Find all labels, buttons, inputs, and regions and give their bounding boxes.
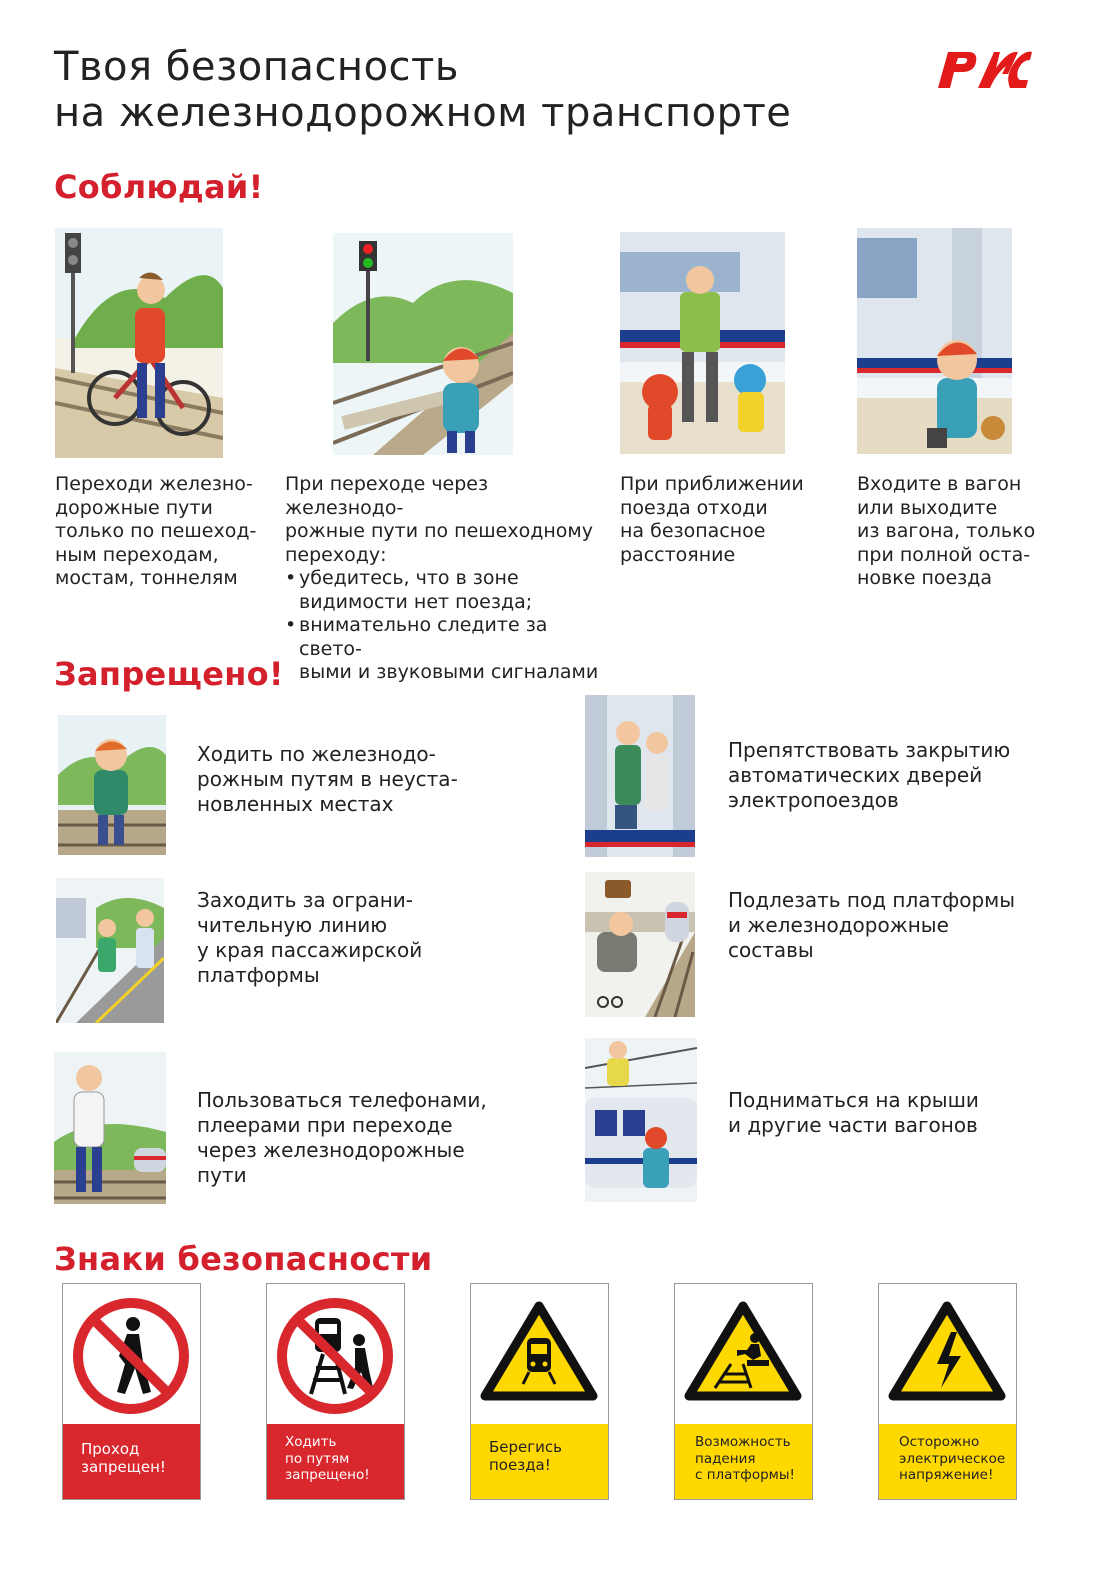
sign-caption-4: Возможность падения с платформы!	[675, 1424, 812, 1499]
page-title	[54, 44, 791, 136]
forbidden-text-3: Заходить за ограни- чительную линию у края пассажирской платформы	[197, 888, 423, 987]
sign-beware-train	[470, 1283, 609, 1500]
comply-text-2-bullet-1: • убедитесь, что в зоне видимости нет поезда;	[285, 567, 610, 614]
sign-no-walking-on-tracks	[266, 1283, 405, 1500]
illustration-walking-on-tracks	[58, 715, 166, 855]
rzd-logo	[934, 44, 1034, 92]
illustration-climbing-roof	[585, 1038, 697, 1202]
sign-electric-voltage	[878, 1283, 1017, 1500]
illustration-under-platform	[585, 872, 695, 1017]
comply-text-2-intro: При переходе через железнодо- рожные пути по пешеходному переходу:	[285, 473, 593, 566]
signs-heading: Знаки безопасности	[54, 1240, 433, 1278]
forbidden-text-5: Пользоваться телефонами, плеерами при переходе через железнодорожные пути	[197, 1088, 487, 1187]
illustration-bicycle-crossing	[55, 228, 223, 458]
page-title-line-2: на железнодорожном транспорте	[54, 90, 792, 136]
illustration-train-stop	[857, 228, 1012, 454]
sign-caption-2: Ходить по путям запрещено!	[267, 1424, 404, 1499]
sign-caption-3: Берегись поезда!	[471, 1424, 608, 1499]
forbidden-heading: Запрещено!	[54, 655, 284, 693]
forbidden-text-6: Подниматься на крыши и другие части вагонов	[728, 1088, 979, 1137]
forbidden-text-4: Подлезать под платформы и железнодорожные составы	[728, 888, 1016, 962]
illustration-platform-edge	[56, 878, 164, 1023]
comply-heading: Соблюдай!	[54, 168, 264, 206]
comply-text-3: При приближении поезда отходи на безопасное расстояние	[620, 473, 804, 566]
page-title-line-1: Твоя безопасность	[54, 44, 459, 90]
forbidden-text-2: Препятствовать закрытию автоматических дверей электропоездов	[728, 738, 1011, 812]
sign-falling-risk	[674, 1283, 813, 1500]
illustration-crossing-signal	[333, 233, 513, 455]
comply-text-1: Переходи железно- дорожные пути только по пешеход- ным переходам, мостам, тоннелям	[55, 473, 257, 589]
comply-text-4: Входите в вагон или выходите из вагона, только при полной оста- новке поезда	[857, 473, 1036, 589]
pedestrian-icon	[63, 1284, 200, 1424]
sign-caption-1: Проход запрещен!	[63, 1424, 200, 1499]
sign-no-passage	[62, 1283, 201, 1500]
lightning-icon	[879, 1284, 1016, 1424]
falling-person-icon	[675, 1284, 812, 1424]
forbidden-text-1: Ходить по железнодо- рожным путям в неуста- новленных местах	[197, 742, 458, 816]
illustration-blocking-doors	[585, 695, 695, 857]
sign-caption-5: Осторожно электрическое напряжение!	[879, 1424, 1016, 1499]
walking-on-tracks-icon	[267, 1284, 404, 1424]
illustration-phone-while-crossing	[54, 1052, 166, 1204]
illustration-safe-distance	[620, 232, 785, 454]
comply-text-2	[285, 473, 610, 685]
comply-text-2-bullet-2: • внимательно следите за свето- выми и звуковыми сигналами	[285, 614, 610, 685]
train-icon	[471, 1284, 608, 1424]
